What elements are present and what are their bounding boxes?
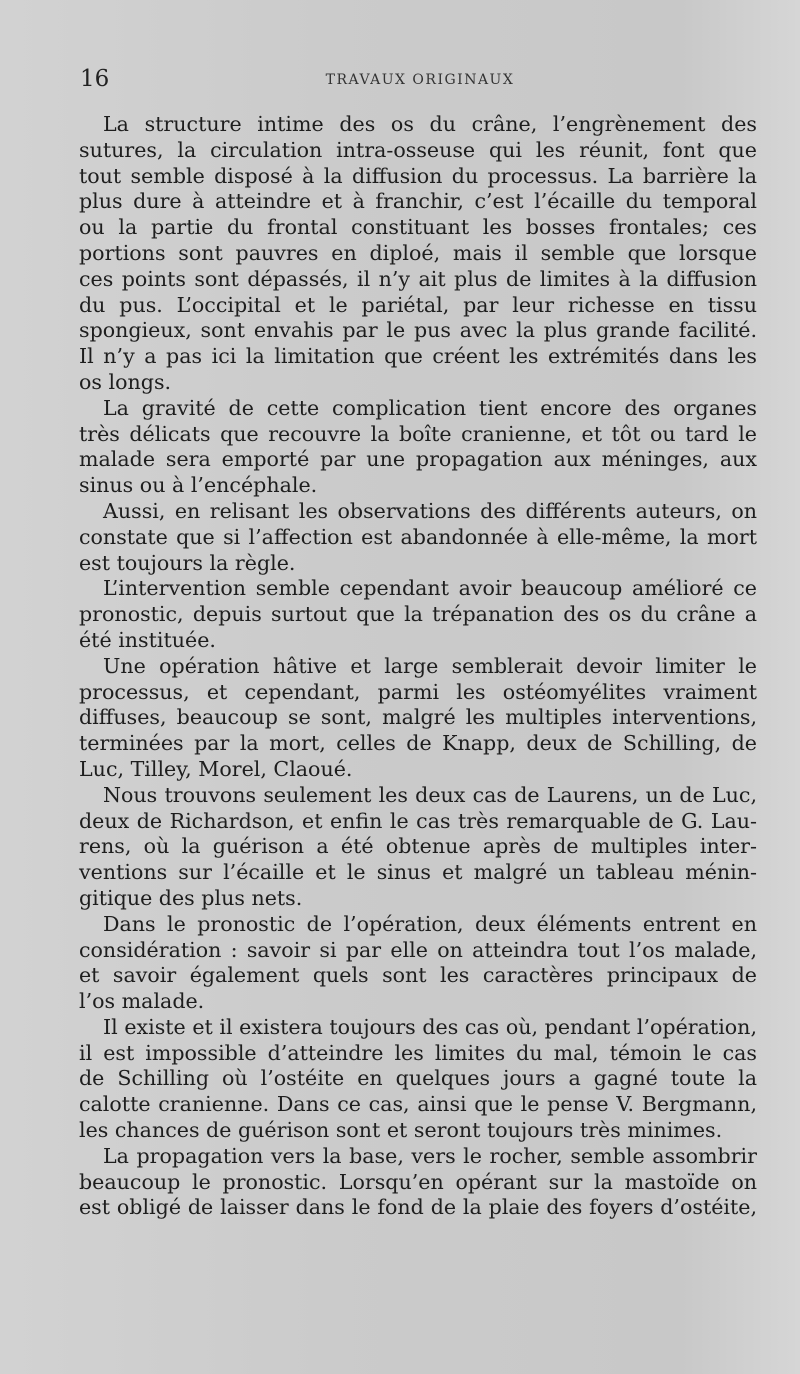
text-line: très délicats que recouvre la boîte cranienne, et tôt ou tard le — [79, 421, 757, 446]
text-line: terminées par la mort, celles de Knapp, deux de Schilling, de — [79, 731, 757, 756]
text-line: beaucoup le pronostic. Lorsqu’en opérant sur la mastoïde on — [79, 1169, 757, 1194]
text-line: ventions sur l’écaille et le sinus et malgré un tableau ménin- — [79, 860, 757, 885]
text-line: calotte cranienne. Dans ce cas, ainsi que le pense V. Bergmann, — [79, 1092, 757, 1117]
text-line: La propagation vers la base, vers le rocher, semble assombrir — [103, 1143, 757, 1168]
running-head: TRAVAUX ORIGINAUX — [325, 72, 515, 88]
text-line: La structure intime des os du crâne, l’engrènement des — [103, 112, 757, 136]
text-line: constate que si l’affection est abandonnée à elle-même, la mort — [79, 524, 757, 549]
text-line: ou la partie du frontal constituant les bosses frontales; ces — [79, 215, 757, 240]
text-line: été instituée. — [79, 627, 216, 652]
text-line: plus dure à atteindre et à franchir, c’est l’écaille du temporal — [79, 189, 757, 214]
text-line: gitique des plus nets. — [79, 885, 303, 910]
text-line: La gravité de cette complication tient encore des organes — [103, 395, 757, 420]
text-line: tout semble disposé à la diffusion du processus. La barrière la — [79, 163, 757, 188]
text-line: sinus ou à l’encéphale. — [79, 473, 318, 498]
text-line: pronostic, depuis surtout que la trépanation des os du crâne a — [79, 602, 757, 627]
text-line: L’intervention semble cependant avoir beaucoup amélioré ce — [103, 576, 757, 601]
body-text — [79, 112, 757, 1221]
text-line: diffuses, beaucoup se sont, malgré les multiples interventions, — [79, 705, 757, 730]
text-line: est toujours la règle. — [79, 550, 296, 575]
text-line: malade sera emporté par une propagation aux méninges, aux — [79, 447, 757, 472]
text-line: les chances de guérison sont et seront toujours très minimes. — [79, 1118, 723, 1143]
text-line: os longs. — [79, 369, 172, 394]
text-line: considération : savoir si par elle on atteindra tout l’os malade, — [79, 937, 757, 962]
text-line: Aussi, en relisant les observations des différents auteurs, on — [103, 498, 757, 523]
page-header — [80, 66, 760, 94]
text-line: portions sont pauvres en diploé, mais il semble que lorsque — [79, 240, 757, 265]
text-line: Luc, Tilley, Morel, Claoué. — [79, 756, 353, 781]
text-line: Dans le pronostic de l’opération, deux éléments entrent en — [103, 911, 757, 936]
text-line: spongieux, sont envahis par le pus avec la plus grande facilité. — [79, 318, 757, 343]
page-number: 16 — [80, 66, 110, 92]
text-line: rens, où la guérison a été obtenue après de multiples inter- — [79, 834, 757, 859]
text-line: deux de Richardson, et enfin le cas très remarquable de G. Lau- — [79, 808, 757, 833]
text-line: sutures, la circulation intra-osseuse qui les réunit, font que — [79, 137, 757, 162]
text-line: de Schilling où l’ostéite en quelques jours a gagné toute la — [79, 1066, 757, 1091]
text-line: Nous trouvons seulement les deux cas de Laurens, un de Luc, — [103, 782, 757, 807]
text-line: il est impossible d’atteindre les limites du mal, témoin le cas — [79, 1040, 757, 1065]
text-line: est obligé de laisser dans le fond de la plaie des foyers d’ostéite, — [79, 1195, 757, 1220]
text-line: du pus. L’occipital et le pariétal, par leur richesse en tissu — [79, 292, 757, 317]
text-line: processus, et cependant, parmi les ostéomyélites vraiment — [79, 679, 757, 704]
text-line: l’os malade. — [79, 989, 205, 1014]
text-line: ces points sont dépassés, il n’y ait plus de limites à la diffusion — [79, 266, 757, 291]
text-line: Une opération hâtive et large semblerait devoir limiter le — [103, 653, 757, 678]
text-line: Il n’y a pas ici la limitation que créent les extrémités dans les — [79, 344, 757, 369]
text-line: et savoir également quels sont les caractères principaux de — [79, 963, 757, 988]
text-line: Il existe et il existera toujours des cas où, pendant l’opération, — [103, 1014, 757, 1039]
